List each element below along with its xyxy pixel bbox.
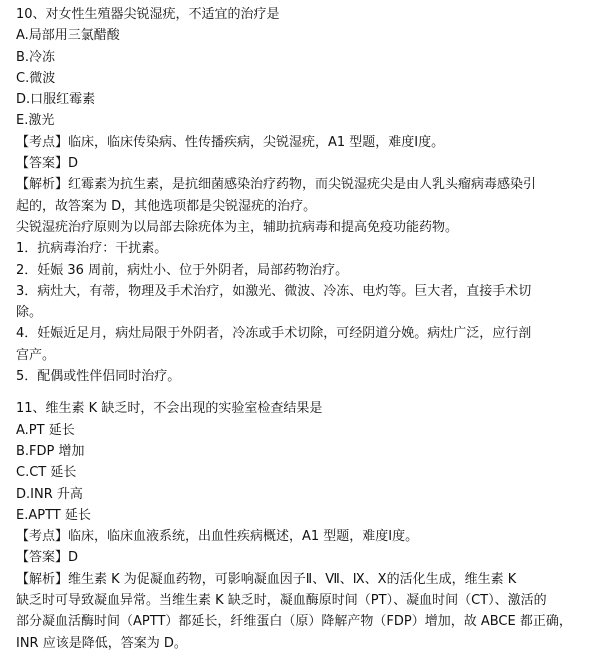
q10-answer-text: D bbox=[68, 156, 79, 172]
q11-jiexi-text1: 维生素 K 为促凝血药物，可影响凝血因子Ⅱ、Ⅶ、Ⅸ、Ⅹ的活化生成，维生素 K bbox=[68, 571, 517, 587]
q11-stem: 11、维生素 K 缺乏时，不会出现的实验室检查结果是 bbox=[16, 401, 323, 417]
q11-jiexi-label: 【解析】 bbox=[16, 571, 69, 587]
q10-stem: 10、对女性生殖器尖锐湿疣，不适宜的治疗是 bbox=[16, 7, 280, 22]
q10-kaodian-label: 【考点】 bbox=[16, 134, 69, 150]
q10-jiexi-line1 bbox=[16, 174, 594, 195]
q10-point-2: 2．妊娠 36 周前，病灶小、位于外阴者，局部药物治疗。 bbox=[16, 262, 349, 278]
q11-option-c: C.CT 延长 bbox=[16, 465, 77, 481]
q10-principle: 尖锐湿疣治疗原则为以局部去除疣体为主，辅助抗病毒和提高免疫功能药物。 bbox=[16, 219, 459, 235]
q10-point-5: 5．配偶或性伴侣同时治疗。 bbox=[16, 369, 181, 385]
q11-jiexi-line3: 部分凝血活酶时间（APTT）都延长，纤维蛋白（原）降解产物（FDP）增加，故 ABCE 都正确， bbox=[16, 614, 572, 630]
q11-kaodian-label: 【考点】 bbox=[16, 529, 69, 545]
q10-point-4b: 宫产。 bbox=[16, 347, 56, 363]
q11-answer-text: D bbox=[68, 550, 79, 566]
q11-kaodian-text: 临床，临床血液系统，出血性疾病概述，A1 型题，难度Ⅰ度。 bbox=[68, 529, 419, 545]
q10-option-c: C.微波 bbox=[16, 70, 56, 86]
q10-jiexi-label: 【解析】 bbox=[16, 177, 69, 193]
q10-point-4a: 4．妊娠近足月，病灶局限于外阴者，冷冻或手术切除，可经阴道分娩。病灶广泛，应行剖 bbox=[16, 326, 532, 342]
q11-option-a: A.PT 延长 bbox=[16, 422, 75, 438]
q10-kaodian bbox=[16, 132, 594, 153]
q10-option-e: E.激光 bbox=[16, 113, 55, 129]
question-separator bbox=[16, 387, 594, 398]
q10-answer bbox=[16, 153, 594, 174]
q10-point-1: 1．抗病毒治疗：干扰素。 bbox=[16, 241, 168, 257]
q10-jiexi-text1: 红霉素为抗生素，是抗细菌感染治疗药物，而尖锐湿疣尖是由人乳头瘤病毒感染引 bbox=[68, 177, 537, 193]
q11-option-e: E.APTT 延长 bbox=[16, 507, 91, 523]
q10-option-b: B.冷冻 bbox=[16, 49, 56, 65]
q11-jiexi-line1 bbox=[16, 569, 594, 590]
q11-option-b: B.FDP 增加 bbox=[16, 443, 85, 459]
q10-option-a: A.局部用三氯醋酸 bbox=[16, 28, 120, 44]
q11-kaodian bbox=[16, 526, 594, 547]
q10-point-3a: 3．病灶大，有蒂，物理及手术治疗，如激光、微波、冷冻、电灼等。巨大者，直接手术切 bbox=[16, 283, 532, 299]
q10-jiexi-line2: 起的，故答案为 D，其他选项都是尖锐湿疣的治疗。 bbox=[16, 198, 317, 214]
q10-option-d: D.口服红霉素 bbox=[16, 92, 96, 108]
q11-answer bbox=[16, 547, 594, 568]
q11-answer-label: 【答案】 bbox=[16, 550, 69, 566]
q11-jiexi-line4: INR 应该是降低，答案为 D。 bbox=[16, 635, 187, 651]
q11-jiexi-line2: 缺乏时可导致凝血异常。当维生素 K 缺乏时，凝血酶原时间（PT）、凝血时间（CT）、激活的 bbox=[16, 593, 547, 609]
q10-answer-label: 【答案】 bbox=[16, 156, 69, 172]
q11-option-d: D.INR 升高 bbox=[16, 486, 83, 502]
q10-kaodian-text: 临床，临床传染病、性传播疾病，尖锐湿疣，A1 型题，难度Ⅰ度。 bbox=[68, 134, 445, 150]
q10-point-3b: 除。 bbox=[16, 305, 43, 321]
